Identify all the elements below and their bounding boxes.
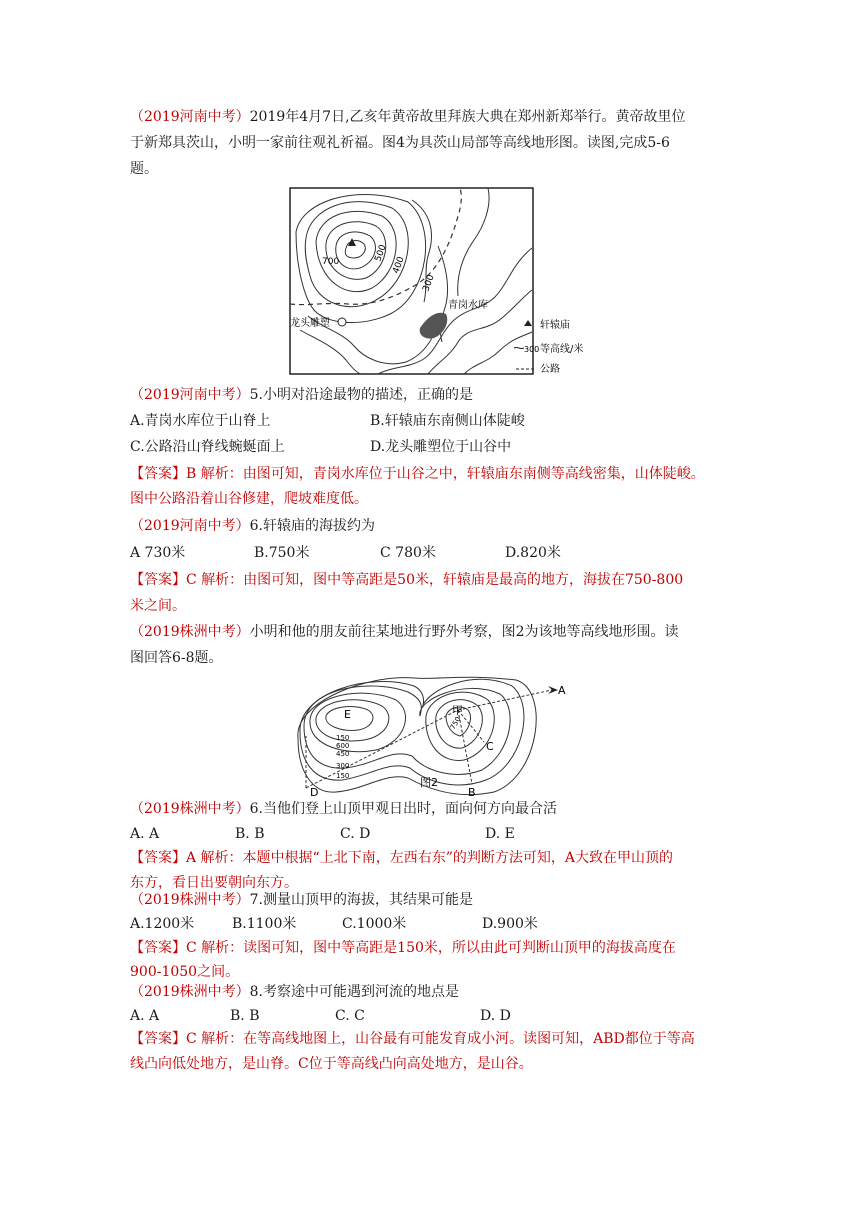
q7-option-b: B.1100米 [232,916,297,932]
contour-label-300: 300 [421,273,437,294]
intro-zhuzhou-line2: 图回答6-8题。 [130,650,223,666]
map1-legend [514,318,583,375]
contour-label-700: 700 [322,257,340,267]
map2-contour-450: 450 [336,750,350,758]
map2-point-e: E [344,708,351,721]
intro-henan-line2: 于新郑具茨山，小明一家前往观礼祈福。图4为具茨山局部等高线地形图。读图,完成5-6 [130,135,670,151]
map2-contour-150a: 150 [336,734,350,742]
q5-stem: （2019河南中考）5.小明对沿途最物的描述，正确的是 [130,387,473,403]
map2-contour-150b: 150 [336,772,350,780]
legend-contour: 等高线/米 [540,344,584,355]
map2-contour-300: 300 [336,762,350,770]
q8-answer-line1: 【答案】C 解析：在等高线地图上，山谷最有可能发育成小河。读图可知，ABD都位于等高 [130,1031,695,1047]
source-tag: （2019河南中考） [130,109,250,125]
q8-answer-line2: 线凸向低处地方，是山脊。C位于等高线凸向高处地方，是山谷。 [130,1056,533,1072]
q6b-answer-line1: 【答案】A 解析：本题中根据“上北下南，左西右东”的判断方法可知，A大致在甲山顶的 [130,850,673,866]
legend-temple: 轩辕庙 [540,320,570,331]
map2-point-d: D [310,786,319,798]
map2-contour-600: 600 [336,742,350,750]
q5-option-b: B.轩辕庙东南侧山体陡峻 [370,413,525,429]
q7-stem: （2019株洲中考）7.测量山顶甲的海拔，其结果可能是 [130,892,473,908]
reservoir-label: 青岗水库 [448,300,488,311]
map2-point-b: B [468,786,476,798]
q6-option-a: A 730米 [130,545,186,561]
q6b-answer-line2: 东方，看日出要朝向东方。 [130,875,298,891]
map2-contour-750: 750 [448,715,463,731]
q8-option-a: A. A [130,1008,160,1024]
map2-point-c: C [486,740,494,753]
q5-option-c: C.公路沿山脊线蜿蜒面上 [130,439,285,455]
statue-label: 龙头雕塑 [290,318,330,329]
q7-answer-line2: 900-1050之间。 [130,964,240,980]
q7-option-c: C.1000米 [342,916,407,932]
q5-option-a: A.青岗水库位于山脊上 [130,413,271,429]
q6-option-d: D.820米 [505,545,561,561]
q8-option-d: D. D [480,1008,511,1024]
q6b-stem: （2019株洲中考）6.当他们登上山顶甲观日出时，面向何方向最合活 [130,801,557,817]
intro-henan-line3: 题。 [130,161,158,177]
intro-zhuzhou-line1: （2019株洲中考）小明和他的朋友前往某地进行野外考察，图2为该地等高线地形围。读 [130,624,679,640]
q7-answer-line1: 【答案】C 解析：读图可知，图中等高距是150米，所以由此可判断山顶甲的海拔高度在 [130,940,676,956]
contour-label-400: 400 [391,255,407,276]
intro-henan-line1: （2019河南中考）2019年4月7日,乙亥年黄帝故里拜族大典在郑州新郑举行。黄帝故里位 [130,109,686,125]
q7-option-a: A.1200米 [130,916,195,932]
q5-option-d: D.龙头雕塑位于山谷中 [370,439,512,455]
q6b-option-c: C. D [340,826,371,842]
q6b-option-b: B. B [235,826,265,842]
map2-point-jia: 甲 [452,704,463,717]
legend-contour-sample: 300 [524,345,540,354]
contour-map-jucishan [288,186,618,378]
q6-option-c: C 780米 [380,545,436,561]
map2-caption: 图2 [420,776,438,789]
map2-point-a: A [558,684,566,697]
q8-option-b: B. B [230,1008,260,1024]
temple-icon [524,320,532,326]
q5-answer-line1: 【答案】B 解析：由图可知，青岗水库位于山谷之中，轩辕庙东南侧等高线密集，山体陡峻。 [130,466,705,482]
q8-stem: （2019株洲中考）8.考察途中可能遇到河流的地点是 [130,984,459,1000]
q8-option-c: C. C [335,1008,365,1024]
q6-stem: （2019河南中考）6.轩辕庙的海拔约为 [130,518,375,534]
q7-option-d: D.900米 [482,916,538,932]
q6-answer-line1: 【答案】C 解析：由图可知，图中等高距是50米，轩辕庙是最高的地方，海拔在750-800 [130,572,684,588]
legend-road: 公路 [540,364,560,375]
contour-label-500: 500 [373,243,389,264]
q6b-option-a: A. A [130,826,160,842]
q6-option-b: B.750米 [254,545,310,561]
contour-map-figure2 [296,676,572,798]
q5-answer-line2: 图中公路沿着山谷修建，爬坡难度低。 [130,491,368,507]
q6b-option-d: D. E [485,826,515,842]
q6-answer-line2: 米之间。 [130,598,186,614]
